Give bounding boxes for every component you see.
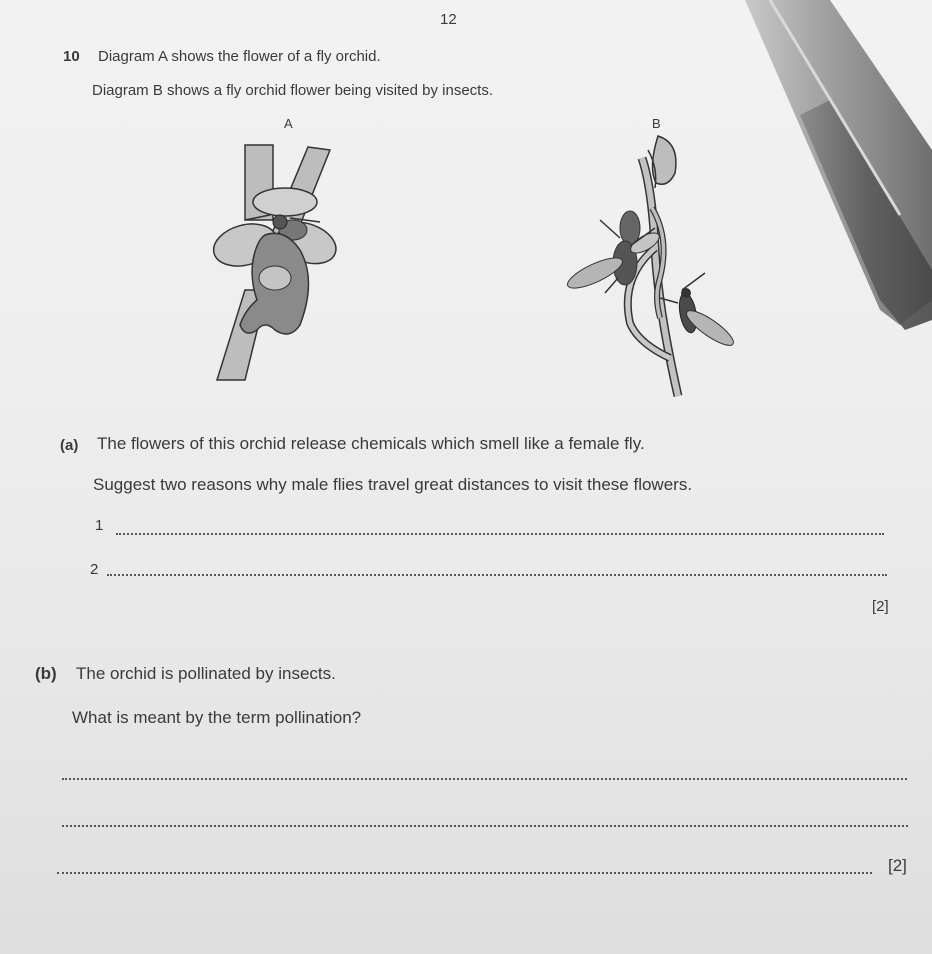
orchid-with-insects-diagram-icon xyxy=(560,128,740,398)
intro-line-1: Diagram A shows the flower of a fly orchid. xyxy=(98,48,381,65)
answer-1-line[interactable] xyxy=(116,533,884,535)
intro-line-2: Diagram B shows a fly orchid flower being visited by insects. xyxy=(92,82,494,99)
part-b-marks: [2] xyxy=(888,856,907,875)
part-a-prompt: Suggest two reasons why male flies travel great distances to visit these flowers. xyxy=(93,475,693,494)
fly-orchid-diagram-icon xyxy=(205,140,345,390)
answer-1-label: 1 xyxy=(95,517,104,534)
question-number: 10 xyxy=(63,48,80,65)
part-b-prompt: What is meant by the term pollination? xyxy=(72,708,362,727)
answer-2-label: 2 xyxy=(90,561,99,578)
page-number: 12 xyxy=(440,11,457,28)
part-a-statement: The flowers of this orchid release chemicals which smell like a female fly. xyxy=(97,434,645,453)
part-a-marks: [2] xyxy=(872,598,889,615)
diagram-b-label: B xyxy=(652,116,661,131)
answer-b-line-2[interactable] xyxy=(62,825,908,827)
part-b-statement: The orchid is pollinated by insects. xyxy=(76,664,336,683)
part-b-label: (b) xyxy=(35,664,57,683)
answer-2-line[interactable] xyxy=(107,574,887,576)
part-a-label: (a) xyxy=(60,437,79,454)
answer-b-line-1[interactable] xyxy=(62,778,907,780)
answer-b-line-3[interactable] xyxy=(57,872,872,874)
diagram-a-label: A xyxy=(284,116,293,131)
